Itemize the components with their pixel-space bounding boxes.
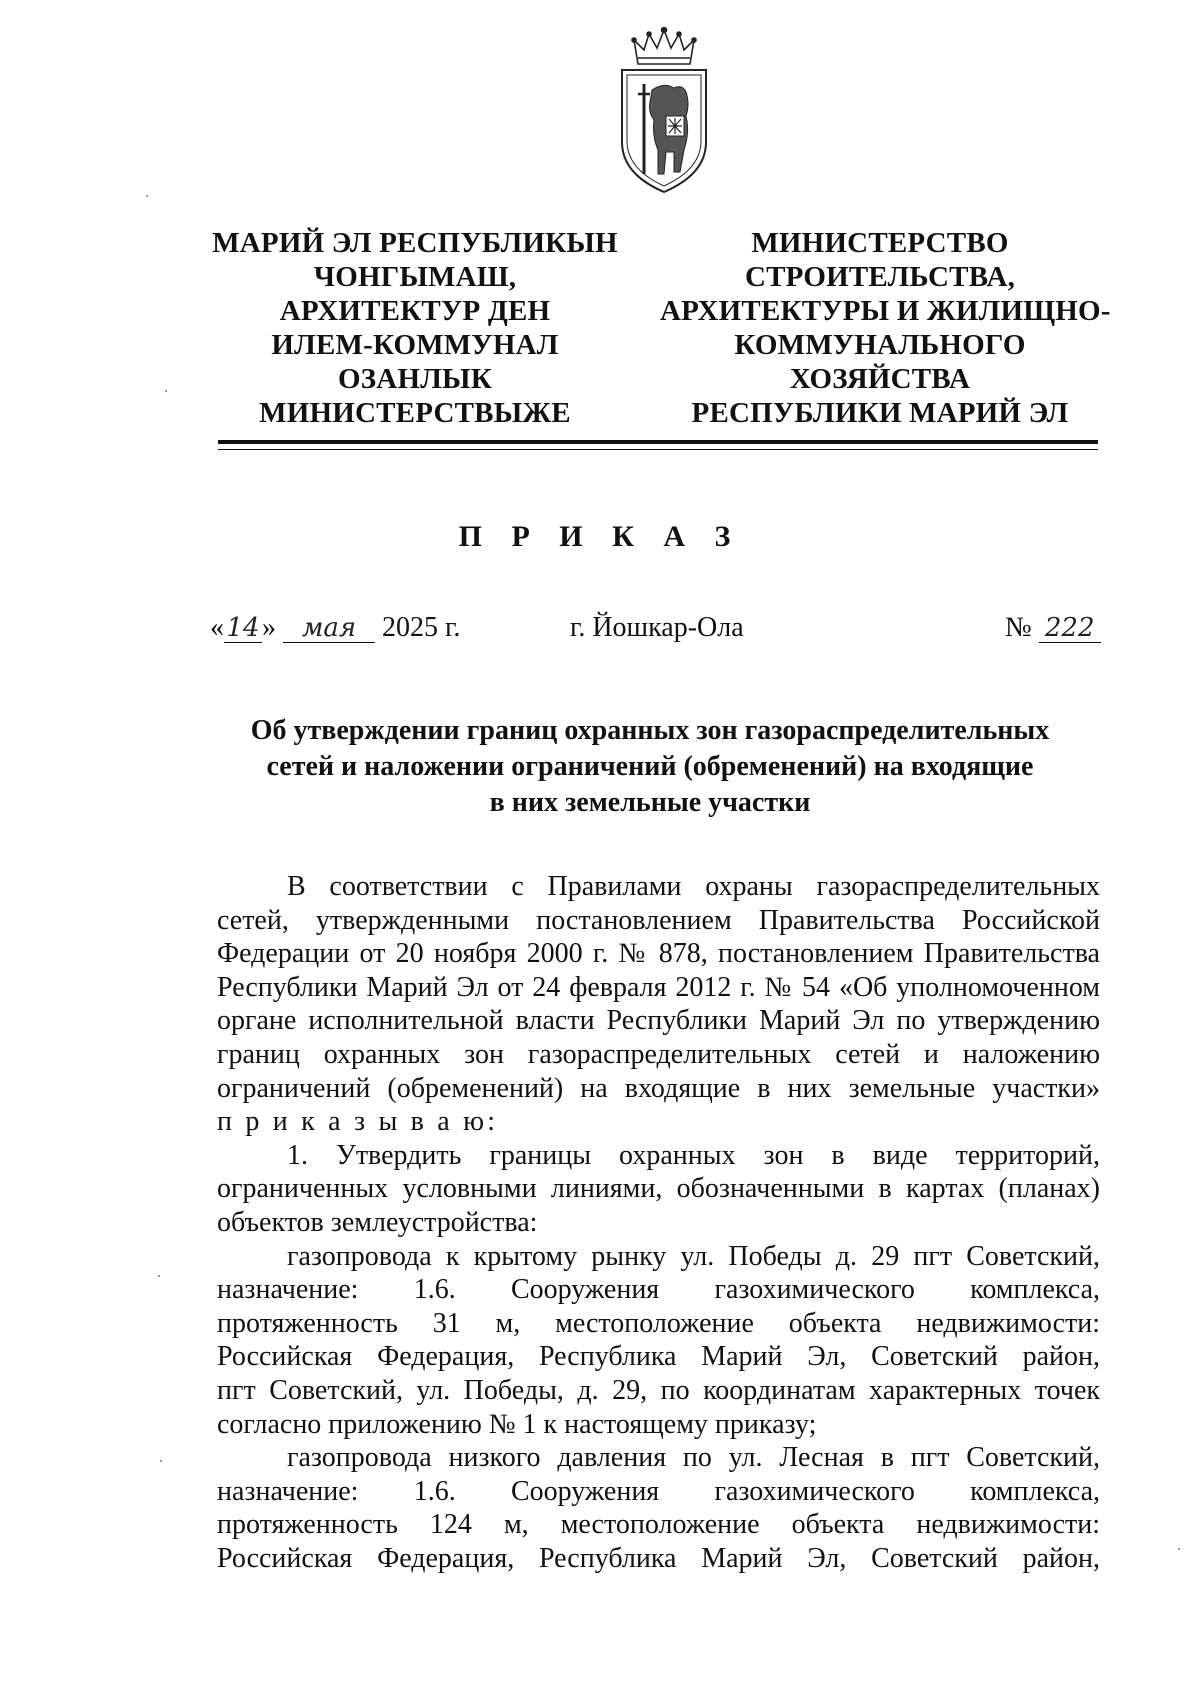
subject-line: Об утверждении границ охранных зон газораспределительных: [250, 715, 1050, 746]
order-number: [1005, 612, 1101, 644]
header-left-mari: [205, 226, 625, 430]
document-type-title: П Р И К А З: [458, 520, 742, 553]
scan-speck: [1178, 1548, 1180, 1550]
body-line: объектов землеустройства:: [217, 1206, 538, 1238]
order-month-handwritten: мая: [283, 614, 375, 643]
scan-speck: [146, 195, 148, 197]
body-line: протяженность 124 м, местоположение объекта недвижимости:: [217, 1509, 1100, 1541]
crown-icon: [632, 28, 696, 65]
bear-icon: [638, 84, 688, 174]
body-line: сетей, утвержденными постановлением Правительства Российской: [217, 904, 1100, 936]
body-line: назначение: 1.6. Сооружения газохимического комплекса,: [217, 1274, 1100, 1306]
body-line: Российская Федерация, Республика Марий Эл, Советский район,: [217, 1341, 1100, 1373]
order-date: [210, 612, 460, 644]
subject-line: в них земельные участки: [489, 787, 811, 818]
subject-line: сетей и наложении ограничений (обременений) на входящие: [266, 751, 1034, 782]
body-line: границ охранных зон газораспределительных сетей и наложению: [217, 1038, 1100, 1070]
number-label: №: [1005, 612, 1032, 643]
body-line: газопровода к крытому рынку ул. Победы д. 29 пгт Советский,: [287, 1240, 1100, 1272]
order-subject: [200, 713, 1100, 821]
header-right-line: СТРОИТЕЛЬСТВА,: [744, 261, 1016, 293]
scan-speck: [160, 1460, 162, 1462]
order-year: 2025 г.: [382, 612, 461, 643]
quote-close: »: [262, 612, 276, 643]
body-line: назначение: 1.6. Сооружения газохимического комплекса,: [217, 1475, 1100, 1507]
scan-speck: [165, 390, 167, 392]
header-left-line: ОЗАНЛЫК: [338, 363, 492, 395]
body-line: 1. Утвердить границы охранных зон в виде территорий,: [287, 1139, 1100, 1171]
body-line: Федерации от 20 ноября 2000 г. № 878, постановлением Правительства: [217, 938, 1100, 970]
order-number-handwritten: 222: [1039, 614, 1101, 643]
coat-of-arms-emblem: [616, 24, 712, 196]
header-right-line: МИНИСТЕРСТВО: [751, 227, 1009, 259]
quote-open: «: [210, 612, 224, 643]
header-left-line: МИНИСТЕРСТВЫЖЕ: [259, 397, 571, 429]
header-divider-thin: [218, 449, 1098, 450]
scan-speck: [158, 1275, 160, 1277]
order-body: [217, 870, 1100, 1575]
body-line: пгт Советский, ул. Победы, д. 29, по координатам характерных точек: [217, 1374, 1100, 1406]
body-line: газопровода низкого давления по ул. Лесная в пгт Советский,: [287, 1442, 1100, 1474]
body-line: органе исполнительной власти Республики Марий Эл по утверждению: [217, 1005, 1100, 1037]
header-right-russian: [660, 226, 1111, 430]
header-left-line: АРХИТЕКТУР ДЕН: [279, 295, 551, 327]
body-line: согласно приложению № 1 к настоящему приказу;: [217, 1408, 817, 1440]
header-right-line: КОММУНАЛЬНОГО: [734, 329, 1026, 361]
body-line: протяженность 31 м, местоположение объекта недвижимости:: [217, 1307, 1100, 1339]
body-line: В соответствии с Правилами охраны газораспределительных: [287, 871, 1100, 902]
header-left-line: МАРИЙ ЭЛ РЕСПУБЛИКЫН: [212, 227, 618, 259]
body-line: ограничений (обременений) на входящие в них земельные участки»: [217, 1072, 1100, 1104]
order-day-handwritten: 14: [224, 614, 262, 643]
header-right-line: АРХИТЕКТУРЫ И ЖИЛИЩНО-: [660, 295, 1111, 327]
header-divider-thick: [218, 440, 1098, 444]
header-right-line: РЕСПУБЛИКИ МАРИЙ ЭЛ: [691, 397, 1069, 429]
body-line-order-word: п р и к а з ы в а ю:: [217, 1106, 499, 1138]
header-right-line: ХОЗЯЙСТВА: [789, 363, 971, 395]
body-line: Республики Марий Эл от 24 февраля 2012 г. № 54 «Об уполномоченном: [217, 971, 1100, 1003]
body-line: Российская Федерация, Республика Марий Эл, Советский район,: [217, 1542, 1100, 1574]
header-left-line: ЧОНГЫМАШ,: [313, 261, 517, 293]
header-left-line: ИЛЕМ-КОММУНАЛ: [271, 329, 559, 361]
body-line: ограниченных условными линиями, обозначенными в картах (планах): [217, 1173, 1100, 1205]
order-city: г. Йошкар-Ола: [570, 612, 744, 643]
